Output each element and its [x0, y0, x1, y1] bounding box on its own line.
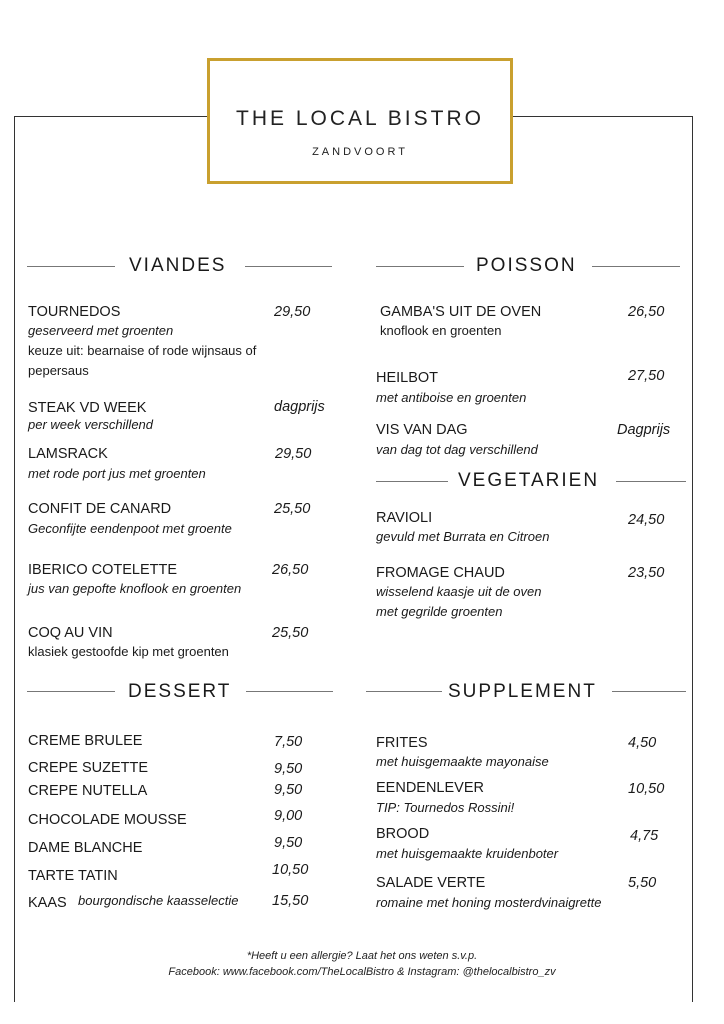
dessert-item-price: 15,50: [272, 893, 309, 909]
menu-item-desc: met huisgemaakte mayonaise: [376, 754, 549, 769]
page-border-top-right: [513, 116, 693, 117]
dessert-item-price: 9,00: [274, 808, 303, 824]
menu-item-desc: jus van gepofte knoflook en groenten: [28, 581, 242, 596]
menu-item-price: 25,50: [274, 501, 311, 517]
menu-item-name: IBERICO COTELETTE: [28, 562, 178, 578]
section-rule: [592, 266, 680, 267]
dessert-item-price: 9,50: [274, 761, 303, 777]
menu-item-price: 23,50: [628, 565, 665, 581]
section-rule: [245, 266, 332, 267]
menu-item-name: VIS VAN DAG: [376, 422, 468, 438]
menu-item-desc: met rode port jus met groenten: [28, 466, 206, 481]
menu-item-desc: geserveerd met groenten: [28, 323, 174, 338]
page-border-right: [692, 116, 693, 1002]
section-rule: [27, 691, 115, 692]
menu-item-desc: knoflook en groenten: [380, 323, 502, 338]
page-border-top-left: [14, 116, 208, 117]
social-links: Facebook: www.facebook.com/TheLocalBistro & Instagram: @thelocalbistro_zv: [168, 966, 556, 978]
dessert-item-price: 9,50: [274, 782, 303, 798]
menu-item-price: 26,50: [628, 304, 665, 320]
section-rule: [376, 266, 464, 267]
menu-item-desc: wisselend kaasje uit de oven: [376, 584, 542, 599]
dessert-item-name: DAME BLANCHE: [28, 840, 143, 856]
menu-item-desc: keuze uit: bearnaise of rode wijnsaus of: [28, 343, 257, 358]
section-rule: [612, 691, 686, 692]
section-title-poisson: POISSON: [476, 255, 577, 276]
menu-item-price: 29,50: [275, 446, 312, 462]
menu-item-name: FROMAGE CHAUD: [376, 565, 505, 581]
section-title-vegetarien: VEGETARIEN: [458, 470, 600, 491]
menu-item-name: GAMBA'S UIT DE OVEN: [380, 304, 542, 320]
menu-item-price: dagprijs: [274, 399, 325, 415]
menu-item-price: 5,50: [628, 875, 657, 891]
menu-item-name: CONFIT DE CANARD: [28, 501, 172, 517]
menu-item-name: RAVIOLI: [376, 510, 433, 526]
logo: [207, 58, 513, 184]
menu-item-name: LAMSRACK: [28, 446, 108, 462]
menu-item-desc: TIP: Tournedos Rossini!: [376, 800, 515, 815]
menu-item-name: FRITES: [376, 735, 428, 751]
dessert-item-price: 9,50: [274, 835, 303, 851]
menu-item-name: BROOD: [376, 826, 430, 842]
dessert-item-name: CREME BRULEE: [28, 733, 143, 749]
menu-item-desc: Geconfijte eendenpoot met groente: [28, 521, 232, 536]
dessert-item-price: 10,50: [272, 862, 309, 878]
menu-item-name: HEILBOT: [376, 370, 439, 386]
menu-item-price: 25,50: [272, 625, 309, 641]
allergy-note: *Heeft u een allergie? Laat het ons weten s.v.p.: [246, 950, 478, 962]
menu-item-price: 26,50: [272, 562, 309, 578]
menu-item-price: Dagprijs: [617, 422, 671, 438]
dessert-item-name: CHOCOLADE MOUSSE: [28, 812, 187, 828]
menu-item-name: STEAK VD WEEK: [28, 400, 147, 416]
section-title-viandes: VIANDES: [129, 255, 227, 276]
menu-item-name: SALADE VERTE: [376, 875, 486, 891]
menu-item-price: 24,50: [628, 512, 665, 528]
menu-item-name: EENDENLEVER: [376, 780, 484, 796]
menu-item-desc: klasiek gestoofde kip met groenten: [28, 644, 229, 659]
dessert-item-name: TARTE TATIN: [28, 868, 118, 884]
page-border-left: [14, 116, 15, 1002]
menu-item-desc: romaine met honing mosterdvinaigrette: [376, 895, 602, 910]
menu-item-desc: met huisgemaakte kruidenboter: [376, 846, 559, 861]
menu-item-desc: met antiboise en groenten: [376, 390, 527, 405]
section-rule: [27, 266, 115, 267]
menu-item-price: 4,75: [630, 828, 659, 844]
menu-item-price: 10,50: [628, 781, 665, 797]
menu-item-name: TOURNEDOS: [28, 304, 121, 320]
menu-item-desc: met gegrilde groenten: [376, 604, 503, 619]
menu-item-price: 27,50: [628, 368, 665, 384]
menu-item-desc: gevuld met Burrata en Citroen: [376, 529, 550, 544]
section-rule: [376, 481, 448, 482]
dessert-item-name: CREPE NUTELLA: [28, 783, 148, 799]
menu-item-price: 4,50: [628, 735, 657, 751]
dessert-item-desc: bourgondische kaasselectie: [78, 893, 239, 908]
section-rule: [616, 481, 686, 482]
section-title-supplement: SUPPLEMENT: [448, 681, 597, 702]
menu-item-price: 29,50: [274, 304, 311, 320]
section-rule: [246, 691, 333, 692]
dessert-item-name: KAAS: [28, 895, 67, 911]
section-title-dessert: DESSERT: [128, 681, 232, 702]
menu-item-desc: per week verschillend: [28, 417, 154, 432]
section-rule: [366, 691, 442, 692]
restaurant-name: THE LOCAL BISTRO: [236, 107, 484, 130]
menu-item-desc: van dag tot dag verschillend: [376, 442, 538, 457]
menu-item-name: COQ AU VIN: [28, 625, 113, 641]
restaurant-location: ZANDVOORT: [312, 146, 408, 158]
dessert-item-price: 7,50: [274, 734, 303, 750]
menu-item-desc: pepersaus: [28, 363, 89, 378]
dessert-item-name: CREPE SUZETTE: [28, 760, 149, 776]
